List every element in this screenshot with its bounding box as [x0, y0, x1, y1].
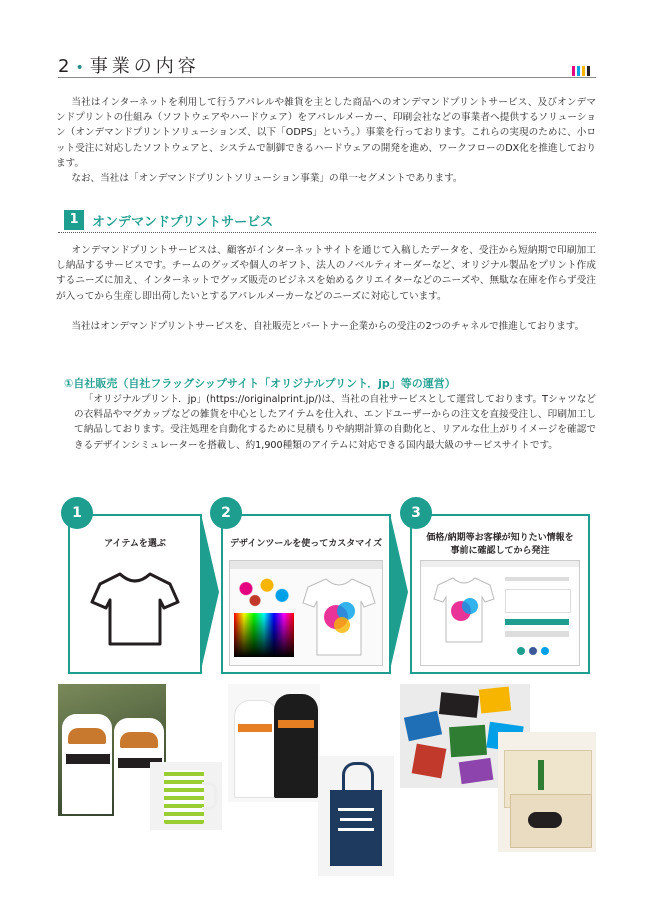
intro-text	[56, 95, 596, 186]
step-arrow-2	[390, 514, 408, 670]
intro-paragraph-2: なお、当社は「オンデマンドプリントソリューション事業」の単一セグメントであります。	[71, 173, 463, 185]
tote-bag-photo	[318, 756, 394, 876]
section-text	[56, 243, 596, 334]
page-title	[58, 52, 200, 78]
design-tool-screenshot	[229, 560, 383, 666]
section-paragraph-1: オンデマンドプリントサービスは、顧客がインターネットサイトを通じて入稿したデータを、受注から短納期で印刷加工し納品するサービスです。チームのグッズや個人のギフト、法人のノベルティオーダーなど、オリジナル製品をプリント作成するニーズに加え、インターネットでグッズ販売のビジネスを始めるクリエイターなどのニーズや、無駄な在庫を作らず受注が入ってから生産し即出荷したいとするアパレルメーカーなどのニーズに対応しています。	[56, 245, 596, 302]
section-paragraph-2: 当社はオンデマンドプリントサービスを、自社販売とパートナー企業からの受注の2つのチャネルで推進しております。	[71, 320, 585, 332]
step-1-box	[68, 514, 202, 674]
step-3-label: 価格/納期等お客様が知りたい情報を事前に確認してから発注	[426, 533, 574, 556]
step-2-label: デザインツールを使ってカスタマイズ	[230, 539, 382, 549]
hoodie-photo	[228, 684, 320, 802]
pouch-photo	[498, 732, 596, 852]
chapter-number: 2	[58, 56, 74, 77]
step-1-number: 1	[61, 497, 93, 529]
step-2-box	[221, 514, 391, 674]
step-arrow-1	[201, 514, 219, 670]
section-title: オンデマンドプリントサービス	[92, 215, 274, 230]
title-rule	[58, 77, 596, 78]
subsection-paragraph: 「オリジナルプリント．jp」(https://originalprint.jp/)は、当社の自社サービスとして運営しております。Tシャツなどの衣料品やマグカップなどの雑貨を中心としたアイテムを仕入れ、エンドユーザーからの注文を直接受注し、印刷加工して納品しております。受注処理を自動化するために見積もりや納期計算の自動化と、リアルな仕上がりイメージを確認できるデザインシミュレーターを搭載し、約1,900種類のアイテムに対応できる国内最大級のサービスサイトです。	[74, 394, 596, 451]
step-3-box	[410, 514, 590, 674]
step-1-label: アイテムを選ぶ	[104, 539, 166, 549]
step-3-number: 3	[400, 497, 432, 529]
section-rule	[58, 232, 596, 233]
mug-photo	[150, 762, 222, 830]
order-page-screenshot	[420, 560, 580, 666]
subsection-text	[74, 392, 596, 453]
title-dot: •	[75, 60, 88, 76]
step-2-number: 2	[210, 497, 242, 529]
tshirt-icon	[90, 568, 180, 648]
chapter-title: 事業の内容	[89, 56, 200, 77]
section-number: 1	[64, 210, 84, 230]
subsection-title: ①自社販売（自社フラッグシップサイト「オリジナルプリント．jp」等の運営）	[64, 377, 456, 390]
intro-paragraph-1: 当社はインターネットを利用して行うアパレルや雑貨を主とした商品へのオンデマンドプリントサービス、及びオンデマンドプリントの仕組み（ソフトウェアやハードウェア）をアパレルメーカー、印刷会社などの事業者へ提供するソリューション（オンデマンドプリントソリューションズ、以下「ODPS」という。）事業を行っております。これらの実現のために、小ロット受注に対応したソフトウェアと、システムで制御できるハードウェアの開発を進め、ワークフローのDX化を推進しております。	[56, 97, 596, 169]
color-bars-decoration	[572, 66, 596, 76]
